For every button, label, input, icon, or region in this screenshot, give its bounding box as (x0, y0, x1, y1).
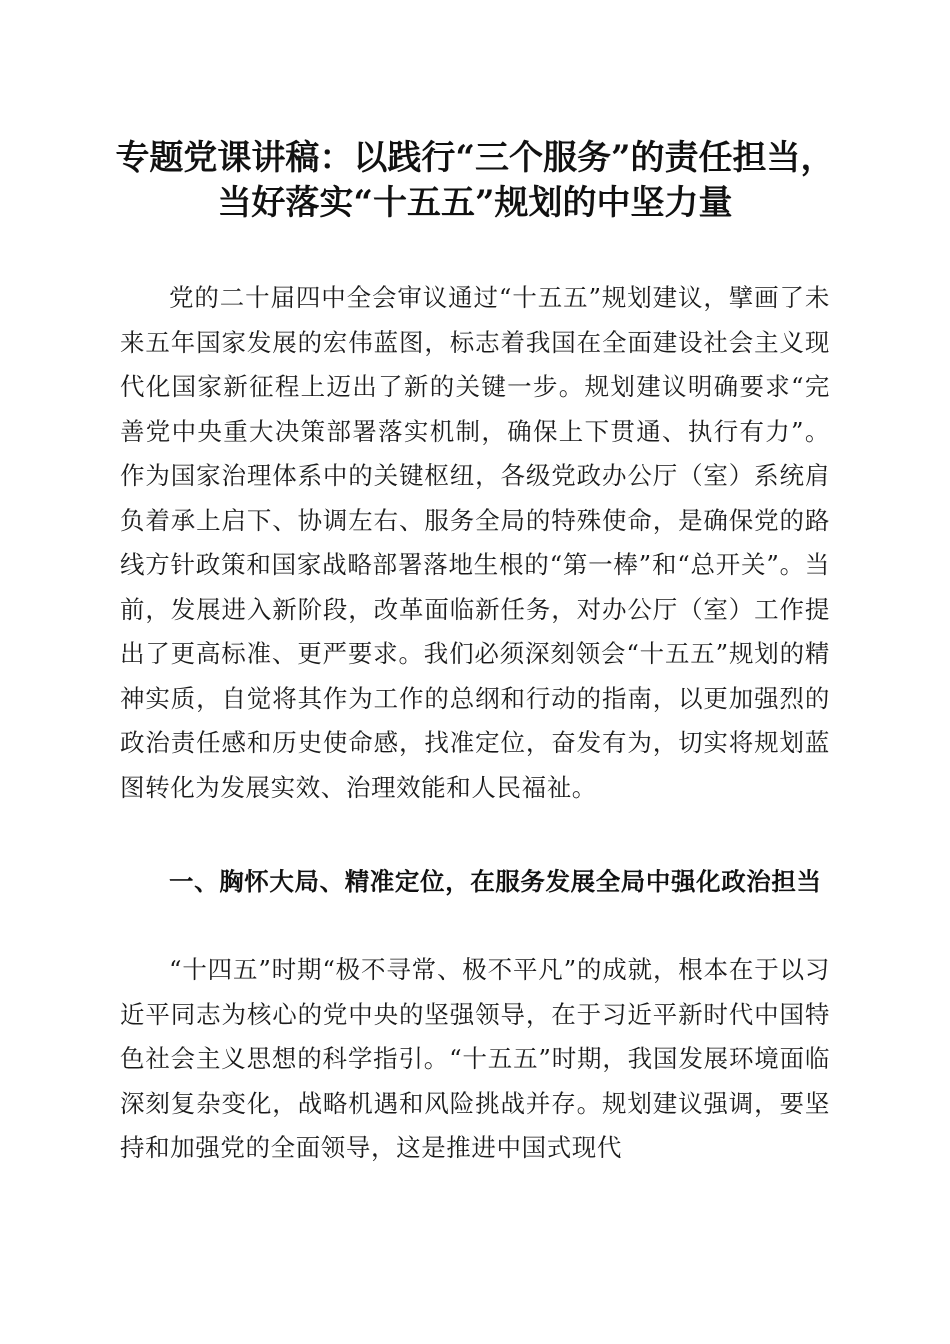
section-1-paragraph: “十四五”时期“极不寻常、极不平凡”的成就，根本在于以习近平同志为核心的党中央的坚强领导，在于习近平新时代中国特色社会主义思想的科学指引。“十五五”时期，我国发展环境面临深刻复杂变化，战略机遇和风险挑战并存。规划建议强调，要坚持和加强党的全面领导，这是推进中国式现代 (120, 955, 830, 1162)
intro-paragraph: 党的二十届四中全会审议通过“十五五”规划建议，擘画了未来五年国家发展的宏伟蓝图，标志着我国在全面建设社会主义现代化国家新征程上迈出了新的关键一步。规划建议明确要求“完善党中央重大决策部署落实机制，确保上下贯通、执行有力”。作为国家治理体系中的关键枢纽，各级党政办公厅（室）系统肩负着承上启下、协调左右、服务全局的特殊使命，是确保党的路线方针政策和国家战略部署落地生根的“第一棒”和“总开关”。当前，发展进入新阶段，改革面临新任务，对办公厅（室）工作提出了更高标准、更严要求。我们必须深刻领会“十五五”规划的精神实质，自觉将其作为工作的总纲和行动的指南，以更加强烈的政治责任感和历史使命感，找准定位，奋发有为，切实将规划蓝图转化为发展实效、治理效能和人民福祉。 (120, 283, 830, 802)
document-title: 专题党课讲稿：以践行“三个服务”的责任担当，当好落实“十五五”规划的中坚力量 (115, 138, 835, 223)
section-1-heading: 一、胸怀大局、精准定位，在服务发展全局中强化政治担当 (169, 867, 822, 896)
